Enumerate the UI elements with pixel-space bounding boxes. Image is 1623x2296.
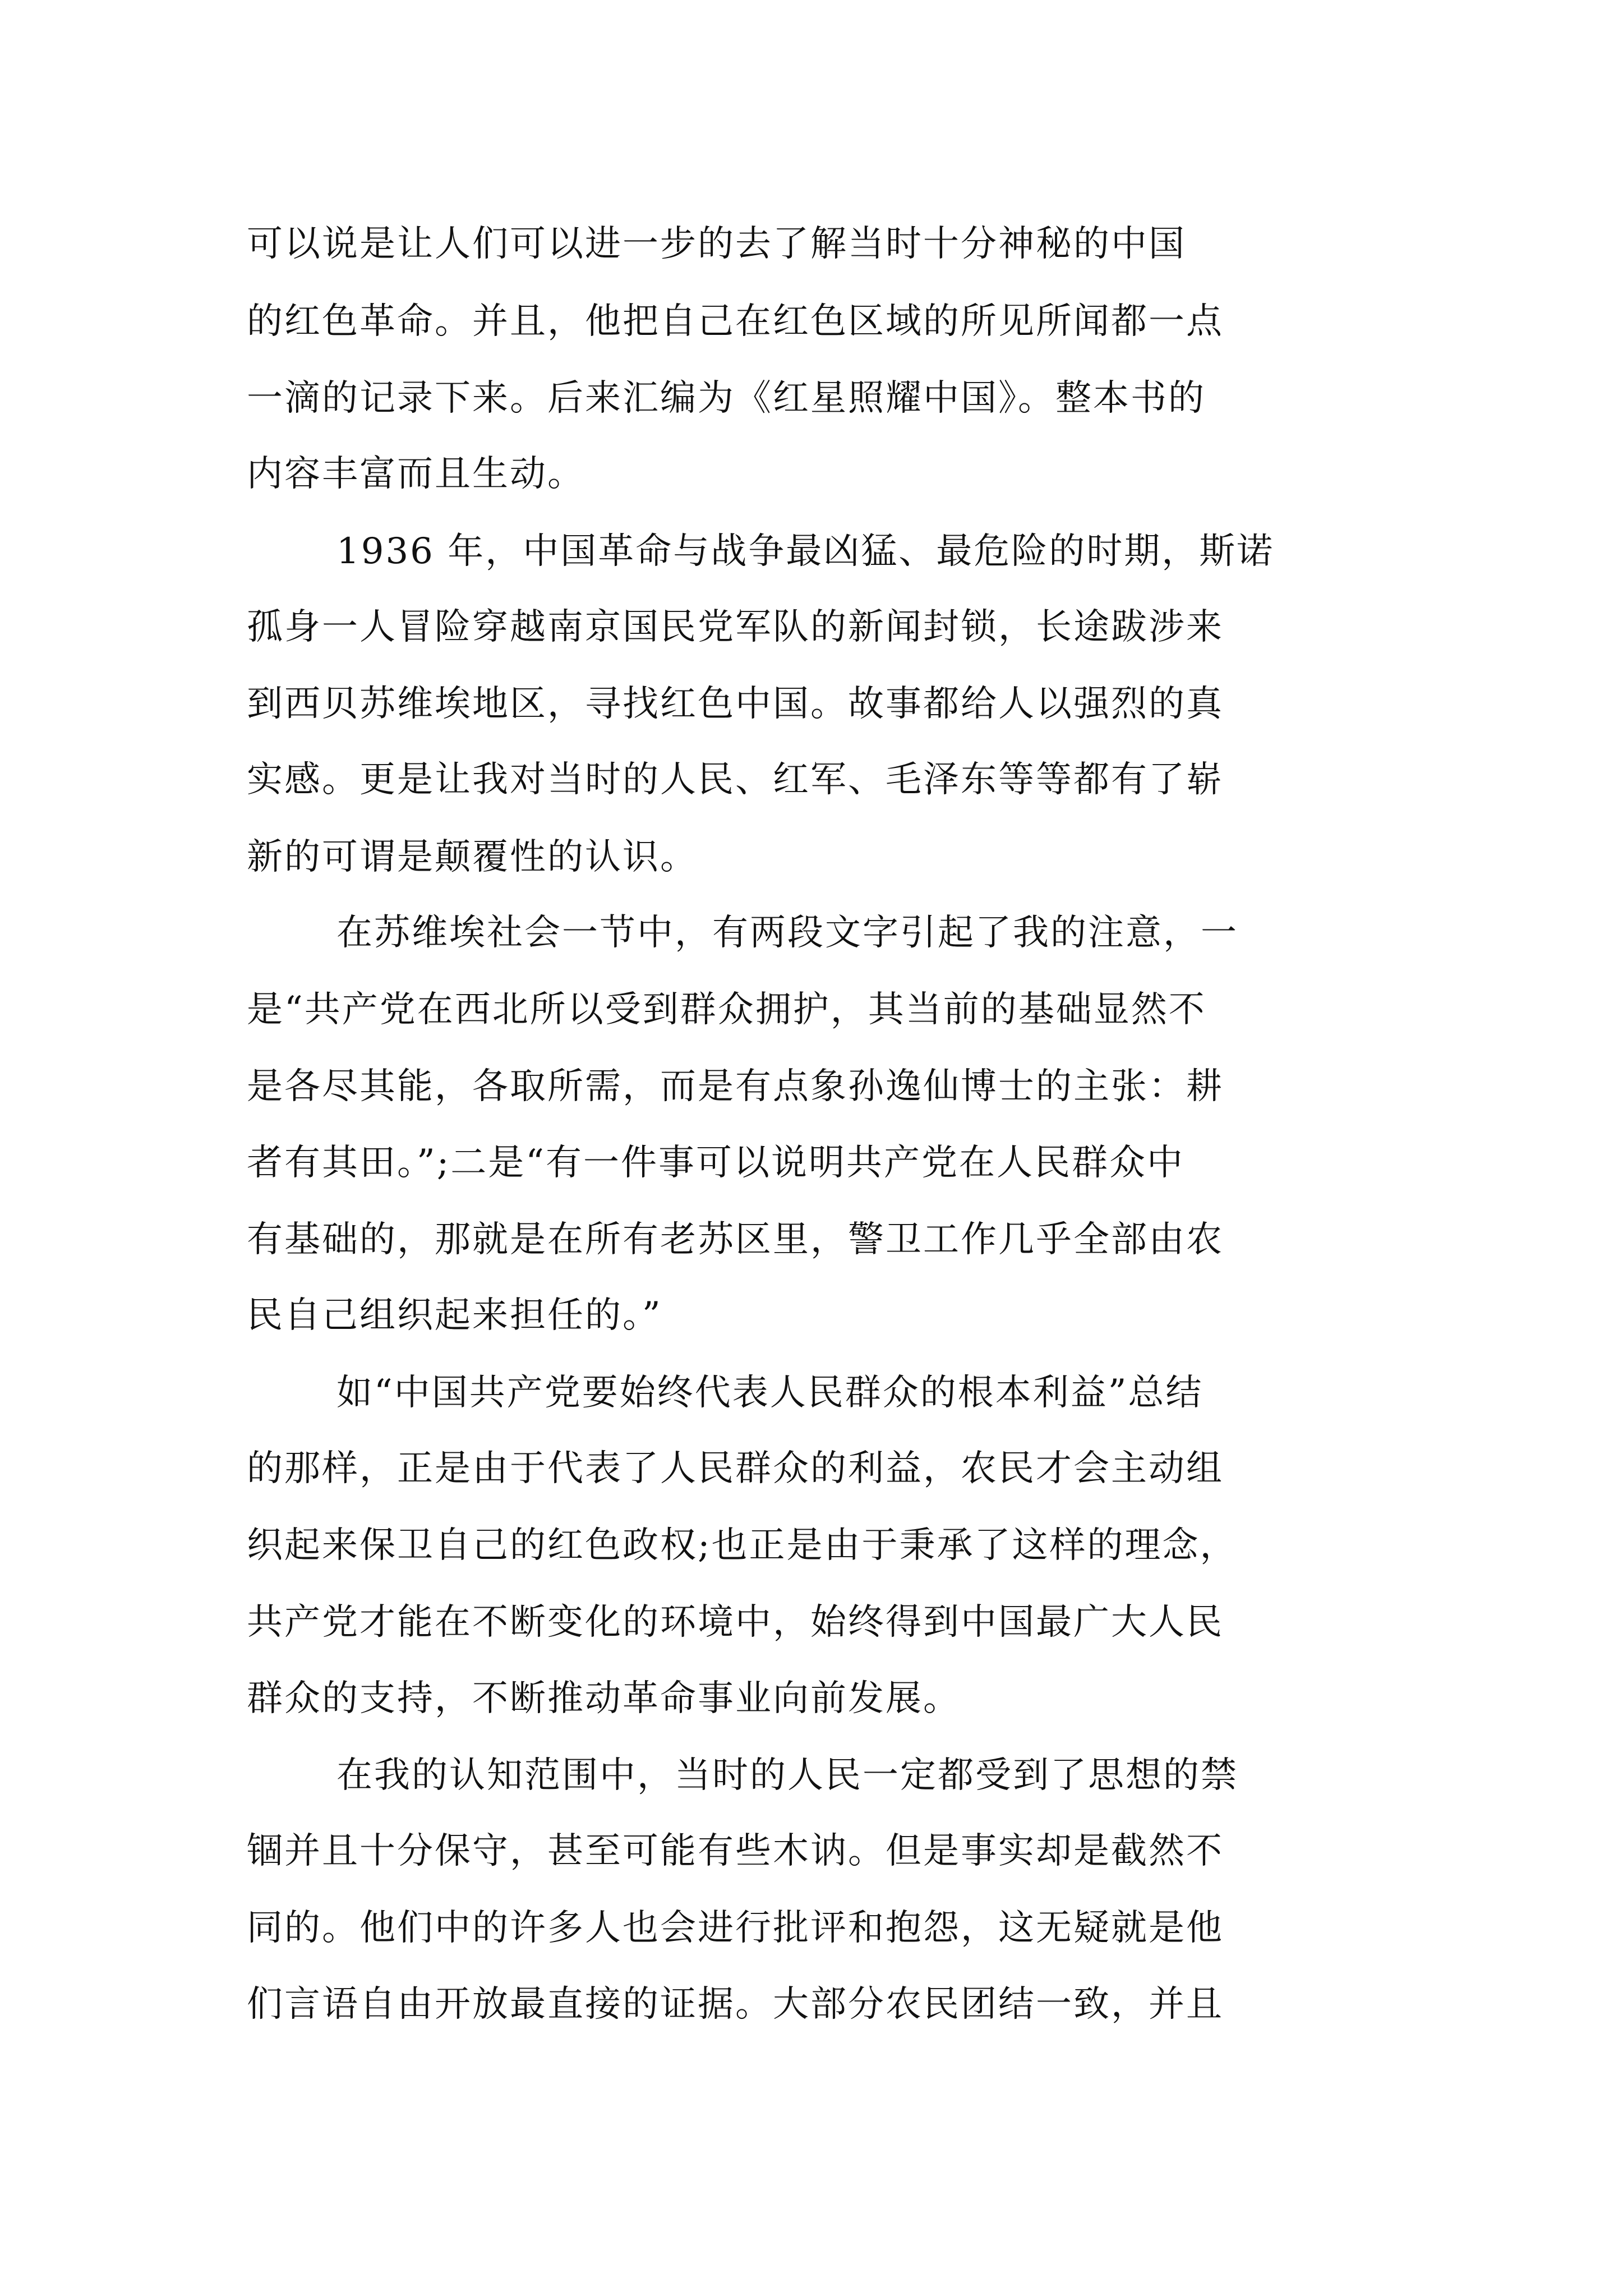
text-line: 的红色革命。并且，他把自己在红色区域的所见所闻都一点: [247, 301, 1224, 342]
text-line: 群众的支持，不断推动革命事业向前发展。: [247, 1678, 961, 1719]
text-line: 是各尽其能，各取所需，而是有点象孙逸仙博士的主张：耕: [247, 1066, 1224, 1107]
paragraph-first-line: 在苏维埃社会一节中，有两段文字引起了我的注意，一: [336, 912, 1238, 954]
text-line: 实感。更是让我对当时的人民、红军、毛泽东等等都有了崭: [247, 759, 1224, 800]
paragraph-first-line: 如“中国共产党要始终代表人民群众的根本利益”总结: [336, 1372, 1204, 1414]
text-line: 内容丰富而且生动。: [247, 453, 585, 495]
paragraph-first-line: 1936 年，中国革命与战争最凶猛、最危险的时期，斯诺: [336, 531, 1275, 572]
text-line: 民自己组织起来担任的。”: [247, 1295, 662, 1336]
paragraph-first-line: 在我的认知范围中，当时的人民一定都受到了思想的禁: [336, 1755, 1238, 1796]
text-line: 新的可谓是颠覆性的认识。: [247, 836, 698, 878]
text-line: 有基础的，那就是在所有老苏区里，警卫工作几乎全部由农: [247, 1219, 1224, 1260]
text-line: 到西贝苏维埃地区，寻找红色中国。故事都给人以强烈的真: [247, 683, 1224, 725]
text-line: 锢并且十分保守，甚至可能有些木讷。但是事实却是截然不: [247, 1830, 1224, 1872]
text-line: 可以说是让人们可以进一步的去了解当时十分神秘的中国: [247, 223, 1186, 265]
text-line: 织起来保卫自己的红色政权;也正是由于秉承了这样的理念，: [247, 1525, 1238, 1566]
text-line: 者有其田。”;二是“有一件事可以说明共产党在人民群众中: [247, 1142, 1184, 1184]
text-line: 们言语自由开放最直接的证据。大部分农民团结一致，并且: [247, 1984, 1224, 2025]
text-line: 是“共产党在西北所以受到群众拥护，其当前的基础显然不: [247, 989, 1206, 1030]
text-line: 共产党才能在不断变化的环境中，始终得到中国最广大人民: [247, 1602, 1224, 1643]
text-line: 一滴的记录下来。后来汇编为《红星照耀中国》。整本书的: [247, 378, 1206, 419]
text-line: 的那样，正是由于代表了人民群众的利益，农民才会主动组: [247, 1448, 1224, 1489]
text-line: 孤身一人冒险穿越南京国民党军队的新闻封锁，长途跋涉来: [247, 606, 1224, 648]
text-line: 同的。他们中的许多人也会进行批评和抱怨，这无疑就是他: [247, 1907, 1224, 1949]
